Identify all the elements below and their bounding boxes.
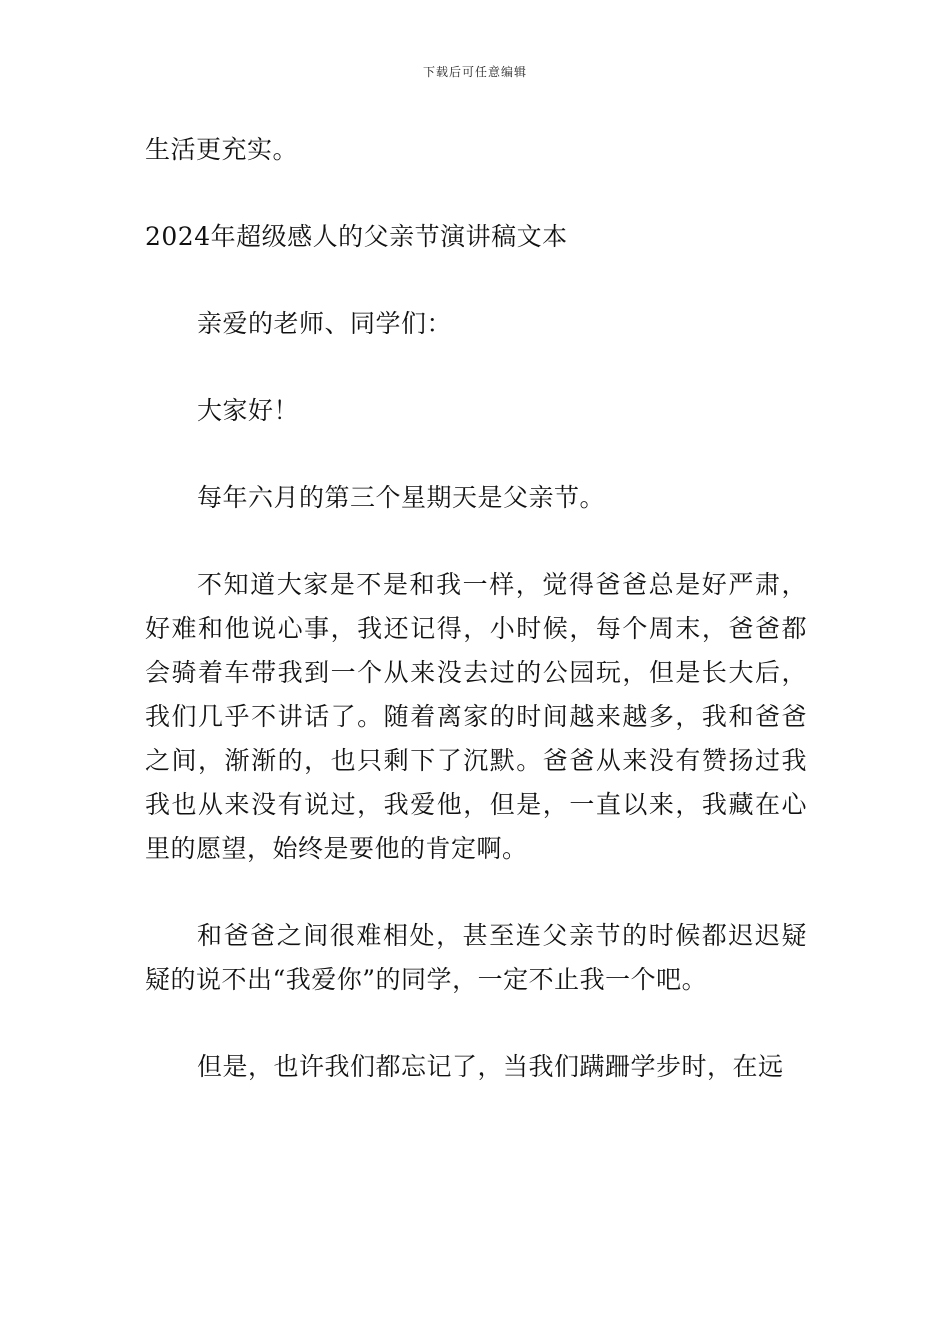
paragraph: 但是，也许我们都忘记了，当我们蹒跚学步时，在远 <box>197 1052 784 1081</box>
greeting: 大家好！ <box>197 396 300 425</box>
paragraph: 和爸爸之间很难相处，甚至连父亲节的时候都迟迟疑疑的说不出“我爱你”的同学，一定不止我一个吧。 <box>145 921 807 994</box>
paragraph-continuation: 生活更充实。 <box>145 135 299 164</box>
page-header: 下载后可任意编辑 <box>422 65 527 79</box>
paragraph: 不知道大家是不是和我一样，觉得爸爸总是好严肃，好难和他说心事，我还记得，小时候，每个周末，爸爸都会骑着车带我到一个从来没去过的公园玩，但是长大后，我们几乎不讲话了。随着离家的时间越来越多，我和爸爸之间，渐渐的，也只剩下了沉默。爸爸从来没有赞扬过我我也从来没有说过，我爱他，但是，一直以来，我藏在心里的愿望，始终是要他的肯定啊。 <box>145 570 807 863</box>
salutation: 亲爱的老师、同学们： <box>197 309 453 338</box>
paragraph: 每年六月的第三个星期天是父亲节。 <box>197 483 606 512</box>
document-body <box>145 128 807 1089</box>
document-title: 2024年超级感人的父亲节演讲稿文本 <box>145 222 568 251</box>
